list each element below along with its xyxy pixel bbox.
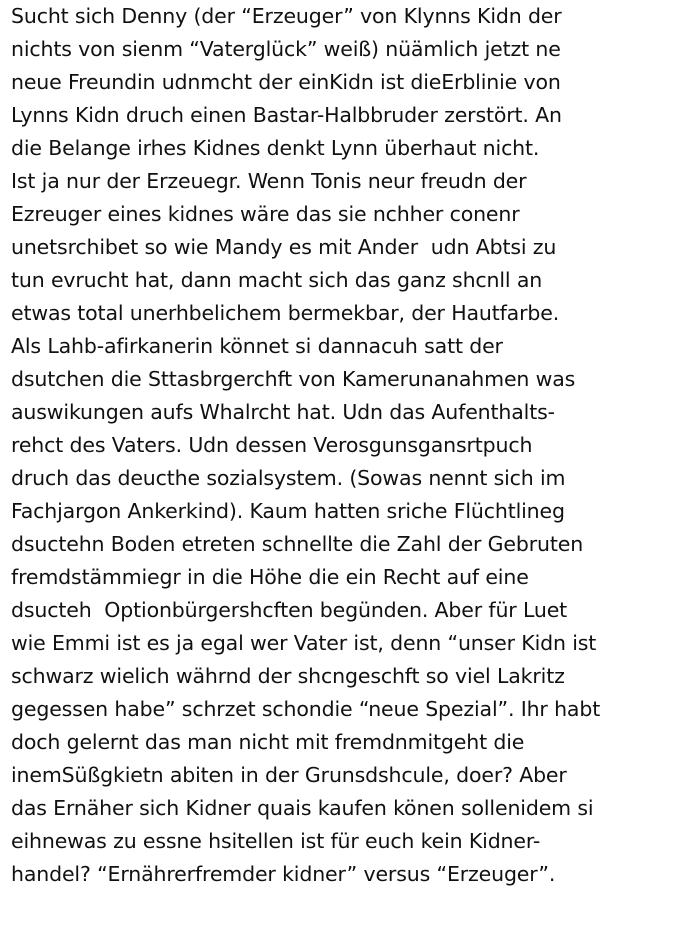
text-line-26: eihnewas zu essne hsitellen ist für euch kein Kidner- bbox=[11, 829, 541, 853]
text-line-23: doch gelernt das man nicht mit fremdnmitgeht die bbox=[11, 730, 525, 754]
document-page bbox=[11, 0, 683, 940]
text-line-15: druch das deucthe sozialsystem. (Sowas nennt sich im bbox=[11, 466, 566, 490]
text-line-14: rehct des Vaters. Udn dessen Verosgunsgansrtpuch bbox=[11, 433, 533, 457]
text-line-16: Fachjargon Ankerkind). Kaum hatten sriche Flüchtlineg bbox=[11, 499, 565, 523]
text-line-21: schwarz wielich währnd der shcngeschft so viel Lakritz bbox=[11, 664, 565, 688]
text-line-3: neue Freundin udnmcht der einKidn ist dieErblinie von bbox=[11, 70, 561, 94]
text-line-5: die Belange irhes Kidnes denkt Lynn überhaut nicht. bbox=[11, 136, 540, 160]
text-line-27: handel? “Ernährerfremder kidner” versus “Erzeuger”. bbox=[11, 862, 556, 886]
text-line-17: dsuctehn Boden etreten schnellte die Zahl der Gebruten bbox=[11, 532, 584, 556]
text-line-22: gegessen habe” schrzet schondie “neue Spezial”. Ihr habt bbox=[11, 697, 601, 721]
text-line-25: das Ernäher sich Kidner quais kaufen könen sollenidem si bbox=[11, 796, 594, 820]
text-line-13: auswikungen aufs Whalrcht hat. Udn das Aufenthalts- bbox=[11, 400, 555, 424]
text-line-12: dsutchen die Sttasbrgerchft von Kamerunanahmen was bbox=[11, 367, 576, 391]
text-line-4: Lynns Kidn druch einen Bastar-Halbbruder zerstört. An bbox=[11, 103, 562, 127]
text-line-20: wie Emmi ist es ja egal wer Vater ist, denn “unser Kidn ist bbox=[11, 631, 597, 655]
text-line-24: inemSüßgkietn abiten in der Grunsdshcule, doer? Aber bbox=[11, 763, 567, 787]
text-line-18: fremdstämmiegr in die Höhe die ein Recht auf eine bbox=[11, 565, 529, 589]
text-line-1: Sucht sich Denny (der “Erzeuger” von Klynns Kidn der bbox=[11, 4, 562, 28]
text-line-2: nichts von sienm “Vaterglück” weiß) nüämlich jetzt ne bbox=[11, 37, 561, 61]
text-line-10: etwas total unerhbelichem bermekbar, der Hautfarbe. bbox=[11, 301, 560, 325]
text-line-7: Ezreuger eines kidnes wäre das sie nchher conenr bbox=[11, 202, 520, 226]
text-line-8: unetsrchibet so wie Mandy es mit Ander udn Abtsi zu bbox=[11, 235, 557, 259]
text-line-6: Ist ja nur der Erzeuegr. Wenn Tonis neur freudn der bbox=[11, 169, 527, 193]
text-line-19: dsucteh Optionbürgershcften begünden. Aber für Luet bbox=[11, 598, 568, 622]
text-line-11: Als Lahb-afirkanerin könnet si dannacuh satt der bbox=[11, 334, 503, 358]
text-line-9: tun evrucht hat, dann macht sich das ganz shcnll an bbox=[11, 268, 543, 292]
